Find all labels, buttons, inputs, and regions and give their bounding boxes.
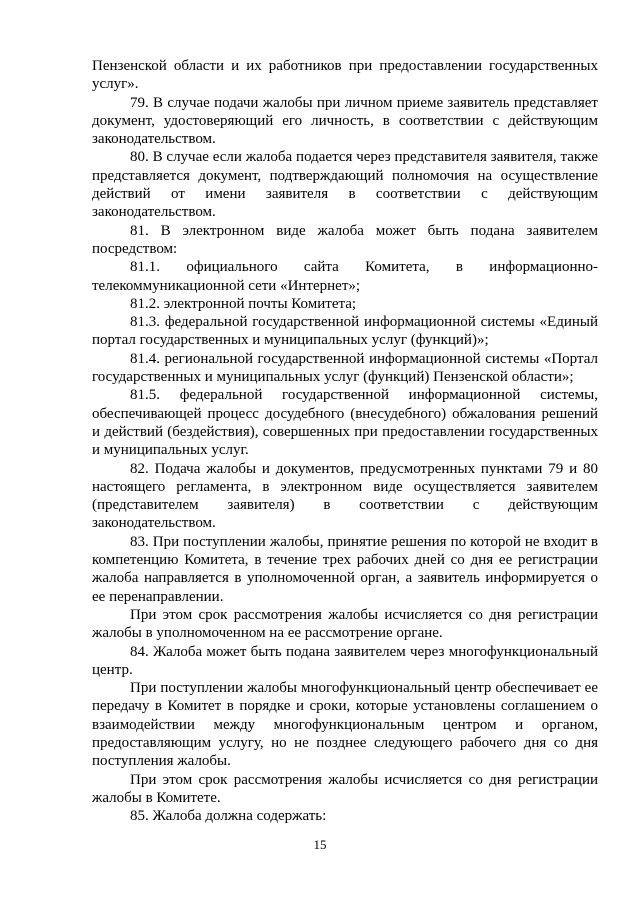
- paragraph-81: 81. В электронном виде жалоба может быть подана заявителем посредством:: [92, 222, 598, 257]
- page-number: 15: [313, 837, 327, 852]
- paragraph-82: 82. Подача жалобы и документов, предусмотренных пунктами 79 и 80 настоящего регламента, в электронном виде осуществляется заявителем (представителем заявителя) в соответствии с действующим законодательством.: [92, 460, 598, 532]
- paragraph-83-term: При этом срок рассмотрения жалобы исчисляется со дня регистрации жалобы в уполномоченном на ее рассмотрение органе.: [92, 606, 598, 642]
- paragraph-83: 83. При поступлении жалобы, принятие решения по которой не входит в компетенцию Комитета, в течение трех рабочих дней со дня ее регистрации жалоба направляется в уполномоченной орган, а заявитель информируется о ее перенаправлении.: [92, 533, 598, 605]
- paragraph-79: 79. В случае подачи жалобы при личном приеме заявитель представляет документ, удостоверяющий его личность, в соответствии с действующим законодательством.: [92, 94, 598, 148]
- paragraph-81-3: 81.3. федеральной государственной информационной системы «Единый портал государственных и муниципальных услуг (функций)»;: [92, 314, 598, 349]
- paragraph-81-5: 81.5. федеральной государственной информационной системы, обеспечивающей процесс досудебного (внесудебного) обжалования решений и действий (бездействия), совершенных при предоставлении государственных и муниципальных услуг.: [92, 387, 598, 459]
- paragraph-85: 85. Жалоба должна содержать:: [130, 808, 327, 825]
- paragraph-81-2: 81.2. электронной почты Комитета;: [130, 295, 357, 312]
- paragraph-81-4: 81.4. региональной государственной информационной системы «Портал государственных и муниципальных услуг (функций) Пензенской области»;: [92, 350, 598, 386]
- document-body: [92, 57, 598, 825]
- paragraph-84-mfc: При поступлении жалобы многофункциональный центр обеспечивает ее передачу в Комитет в порядке и сроки, которые установлены соглашением о взаимодействии между многофункциональным центром и органом, предоставляющим услугу, но не позднее следующего рабочего дня со дня поступления жалобы.: [92, 680, 598, 770]
- paragraph-81-1: 81.1. официального сайта Комитета, в информационно-телекоммуникационной сети «Интернет»;: [92, 259, 598, 294]
- paragraph-continuation: Пензенской области и их работников при предоставлении государственных услуг».: [92, 58, 598, 93]
- paragraph-84: 84. Жалоба может быть подана заявителем через многофункциональный центр.: [92, 643, 598, 678]
- paragraph-80: 80. В случае если жалоба подается через представителя заявителя, также представляется документ, подтверждающий полномочия на осуществление действий от имени заявителя в соответствии с действующим законодательством.: [92, 149, 598, 221]
- paragraph-84-term: При этом срок рассмотрения жалобы исчисляется со дня регистрации жалобы в Комитете.: [92, 771, 598, 806]
